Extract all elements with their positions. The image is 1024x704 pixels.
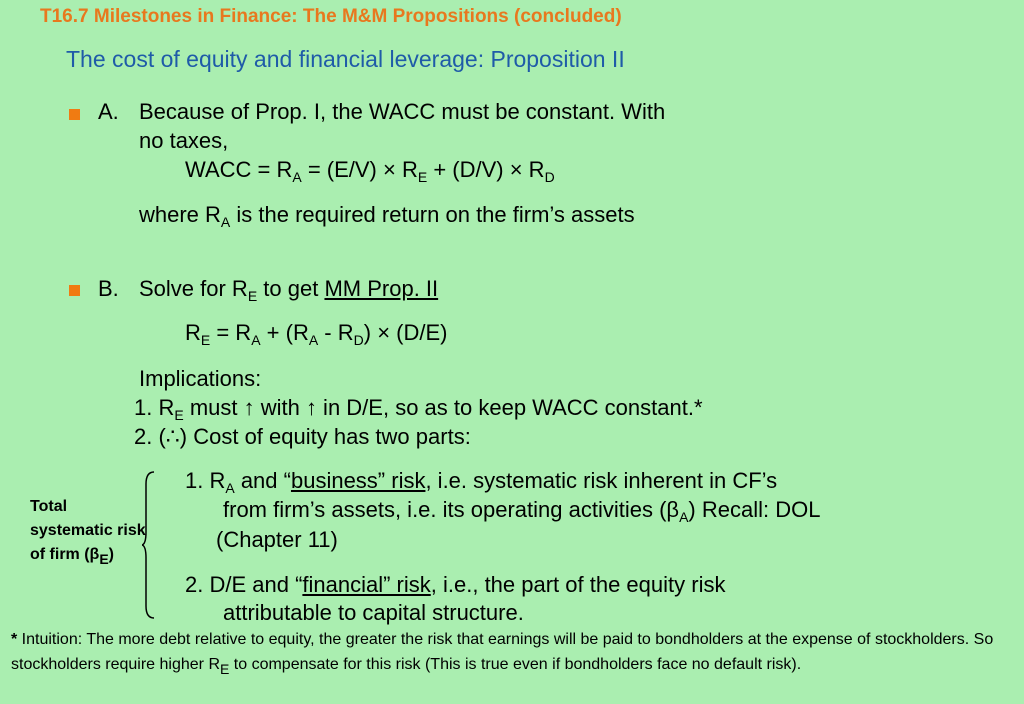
side-label: Total systematic risk of firm $(\beta_E)$: [30, 498, 146, 567]
risk-part-2-line2: attributable to capital structure.: [223, 600, 524, 625]
bullet-b-icon: [69, 285, 80, 296]
section-a-line2: no taxes,: [139, 128, 229, 153]
section-b-marker: B.: [98, 276, 119, 301]
mm-prop-ii-link: MM Prop. II: [324, 276, 439, 301]
re-formula: $R_E = R_A + (R_A - R_D) \times (D/E)$: [185, 320, 448, 348]
slide-title: T16.7 Milestones in Finance: The M&M Propositions (concluded): [40, 6, 622, 27]
risk-part-1-line2: from firm’s assets, i.e. its operating activities $(\beta_A)$ Recall: DOL: [223, 497, 821, 525]
section-b-line: Solve for $R_E$ to get MM Prop. II: [139, 276, 439, 304]
footnote: * Intuition: The more debt relative to equity, the greater the risk that earnings will be paid to bondholders at the expense of stockholders. So stockholders require higher $R_E$ to compensate for this risk (This is true even if bondholders face no default risk).: [11, 631, 994, 677]
risk-part-1-line3: (Chapter 11): [216, 527, 338, 552]
implication-1: 1. $R_E$ must ↑ with ↑ in D/E, so as to keep WACC constant.*: [134, 395, 703, 423]
risk-part-1-line1: 1. $R_A$ and “business” risk, i.e. systematic risk inherent in CF’s: [185, 468, 778, 496]
section-a-line1: Because of Prop. I, the WACC must be constant. With: [139, 99, 666, 124]
bullet-a-icon: [69, 109, 80, 120]
asterisk-icon: *: [11, 631, 18, 648]
section-a-marker: A.: [98, 99, 119, 124]
implication-2: 2. (∴) Cost of equity has two parts:: [134, 424, 471, 449]
ra-definition: where $R_A$ is the required return on the firm’s assets: [139, 202, 635, 230]
implications-heading: Implications:: [139, 366, 262, 391]
wacc-formula: WACC = $R_A = (E/V) \times R_E + (D/V) \times R_D$: [185, 157, 555, 185]
slide-subtitle: The cost of equity and financial leverage: Proposition II: [66, 46, 625, 72]
risk-part-2-line1: 2. D/E and “financial” risk, i.e., the part of the equity risk: [185, 572, 726, 597]
